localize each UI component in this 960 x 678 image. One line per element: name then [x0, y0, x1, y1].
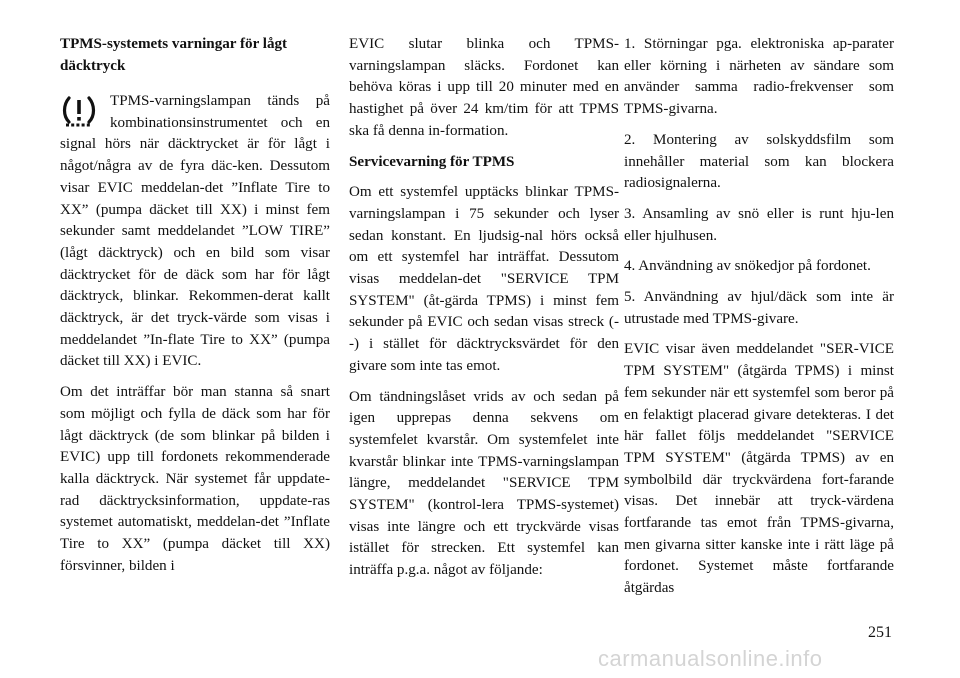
paragraph-text: TPMS-varningslampan tänds på kombinationsinstrumentet och en signal hörs när däcktrycket är för lågt i något/några av de fyra däc-ken. Dessutom visar EVIC meddelan-det ”Inflate Tire to XX” (pumpa däcket till XX) i minst fem sekunder samt meddelandet ”LOW TIRE” (lågt däcktryck) och en bild som visar däcktrycket för de däck som har för lågt däcktryck, blinkar. Rekommen-derat kallt däcktryck, är det tryck-värde som visas i meddelandet ”In-flate Tire to XX” (pumpa däcket till XX) i EVIC.: [60, 93, 330, 370]
paragraph-misplaced-sensor: EVIC visar även meddelandet "SER-VICE TPM SYSTEM" (åtgärda TPMS) i minst fem sekunder när ett systemfel som beror på en felaktigt placerad givare detekteras. I det här fallet följs meddelandet "SERVICE TPM SYSTEM" (åtgärda TPMS) av en symbolbild där tryckvärdena fort-farande visas. Det innebär att tryck-värdena fortfarande tas emot från TPMS-givarna, men givarna sitter kanske inte i rätt läge på fordonet. Systemet måste fortfarande åtgärdas: [624, 341, 894, 597]
column-right: [624, 34, 894, 609]
column-left: [60, 34, 330, 586]
section-heading-low-pressure: TPMS-systemets varningar för lågt däcktryck: [60, 36, 288, 74]
paragraph-evic-stops-blinking: EVIC slutar blinka och TPMS-varningslampan släcks. Fordonet kan behöva köras i upp till 20 minuter med en hastighet på över 24 km/tim för att TPMS ska få denna in-formation.: [349, 36, 619, 139]
paragraph-stop-and-inflate: Om det inträffar bör man stanna så snart som möjligt och fylla de däck som har för lågt däcktryck (de som blinkar på bilden i EVIC) upp till fordonets rekommenderade kalla däcktryck. När systemet får uppdate-rad däcktrycksinformation, uppdate-ras systemet automatiskt, meddelan-det ”Inflate Tire to XX” (pumpa däcket till XX) försvinner, bilden i: [60, 384, 330, 574]
paragraph-ignition-cycle: Om tändningslåset vrids av och sedan på igen upprepas denna sekvens om systemfelet kvarstår. Om systemfelet inte kvarstår blinkar inte TPMS-varningslampan längre, meddelandet "SERVICE TPM SYSTEM" (kontrol-lera TPMS-systemet) visas inte längre och ett tryckvärde visas istället för strecken. Ett systemfel kan inträffa p.g.a. något av följande:: [349, 388, 619, 579]
list-item-fault-cause-2: 2. Montering av solskyddsfilm som innehåller material som kan blockera radiosignalerna.: [624, 131, 894, 192]
paragraph-low-pressure-warning: [60, 91, 330, 373]
paragraph-system-fault: Om ett systemfel upptäcks blinkar TPMS-varningslampan i 75 sekunder och lyser sedan konstant. En ljudsig-nal hörs också om ett systemfel har inträffat. Dessutom visas meddelan-det "SERVICE TPM SYSTEM" (åt-gärda TPMS) i minst fem sekunder på EVIC och sedan visas streck (- -) i stället för däcktrycksvärdet för den givare som inte tas emot.: [349, 184, 619, 374]
list-item-fault-cause-4: 4. Användning av snökedjor på fordonet.: [624, 258, 871, 275]
tpms-warning-icon: [60, 92, 98, 130]
list-item-fault-cause-3: 3. Ansamling av snö eller is runt hju-len eller hjulhusen.: [624, 205, 894, 244]
list-item-fault-cause-1: 1. Störningar pga. elektroniska ap-parater eller körning i närheten av sändare som använder samma radio-frekvenser som TPMS-givarna.: [624, 36, 894, 118]
list-item-fault-cause-5: 5. Användning av hjul/däck som inte är utrustade med TPMS-givare.: [624, 289, 894, 327]
page-number: 251: [868, 624, 892, 641]
column-middle: [349, 34, 619, 591]
section-heading-service-warning: Servicevarning för TPMS: [349, 153, 515, 170]
watermark: carmanualsonline.info: [598, 646, 823, 671]
